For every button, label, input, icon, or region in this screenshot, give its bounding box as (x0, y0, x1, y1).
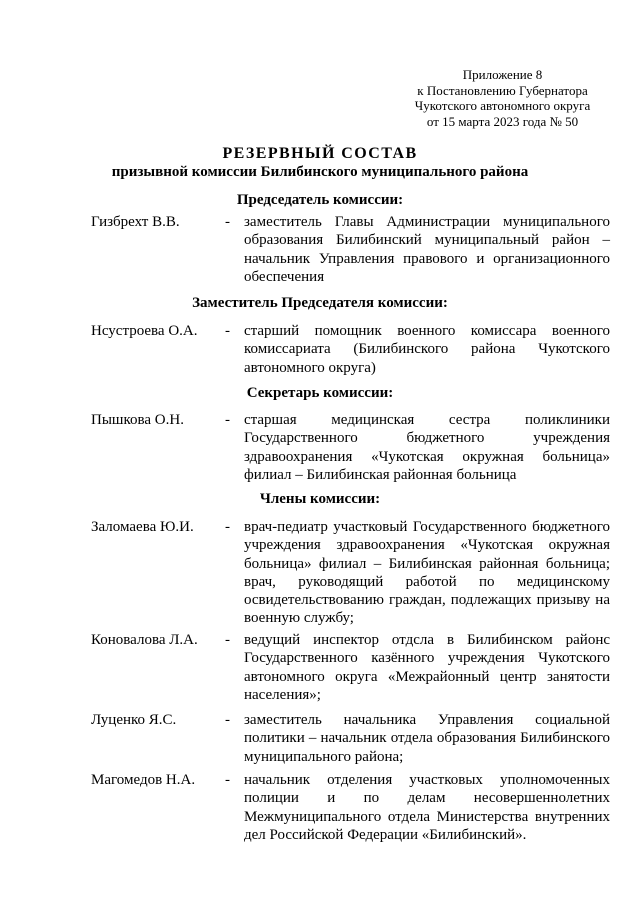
appendix-number: Приложение 8 (462, 67, 543, 82)
person-position: старший помощник военного комиссара военного комиссариата (Билибинского района Чукотского автономного округа) (244, 323, 610, 376)
person-position: ведущий инспектор отдсла в Билибинском районс Государственного казённого учреждения Чукотского автономного округа «Межрайонный центр занятости населения»; (244, 632, 610, 703)
person-position: начальник отделения участковых уполномоченных полиции и по делам несовершеннолетних Межмуниципального отдела Министерства внутренних дел Российской Федерации «Билибинский». (244, 772, 610, 843)
appendix-decree: к Постановлению Губернатора (417, 82, 588, 98)
person-position: врач-педиатр участковый Государственного бюджетного учреждения здравоохранения «Чукотская окружная больница» филиал – Билибинская районная больница; врач, руководящий работой по медицинскому освидетельствованию граждан, подлежащих призыву на военную службу; (244, 519, 610, 627)
person-name: Коновалова Л.А. (91, 632, 198, 648)
dash: - (225, 214, 230, 230)
appendix-date: от 15 марта 2023 года № 50 (426, 113, 579, 129)
dash: - (225, 772, 230, 788)
section-chairman: Председатель комиссии: (236, 192, 404, 208)
title-main: РЕЗЕРВНЫЙ СОСТАВ (222, 145, 418, 162)
person-name: Пышкова О.Н. (91, 412, 184, 428)
dash: - (225, 632, 230, 648)
dash: - (225, 323, 230, 339)
dash: - (225, 519, 230, 535)
person-position: заместитель Главы Администрации муниципального образования Билибинский муниципальный район – начальник Управления правового и организационного обеспечения (244, 214, 610, 285)
person-name: Заломаева Ю.И. (91, 519, 194, 535)
section-deputy: Заместитель Председателя комиссии: (192, 295, 448, 311)
person-position: заместитель начальника Управления социальной политики – начальник отдела образования Билибинского муниципального района; (244, 712, 610, 765)
title-sub: призывной комиссии Билибинского муниципального района (111, 164, 529, 180)
person-name: Гизбрехт В.В. (91, 214, 180, 230)
person-name: Магомедов Н.А. (91, 772, 196, 788)
section-secretary: Секретарь комиссии: (246, 385, 394, 401)
person-position: старшая медицинская сестра поликлиники Государственного бюджетного учреждения здравоохранения «Чукотская окружная больница» филиал – Билибинская районная больница (244, 412, 610, 483)
appendix-header (360, 67, 640, 129)
dash: - (225, 412, 230, 428)
document-title (0, 144, 640, 181)
person-name: Луценко Я.С. (91, 712, 177, 728)
person-name: Нсустроева О.А. (91, 323, 198, 339)
dash: - (225, 712, 230, 728)
appendix-region: Чукотского автономного округа (414, 98, 591, 113)
section-members: Члены комиссии: (259, 491, 381, 507)
